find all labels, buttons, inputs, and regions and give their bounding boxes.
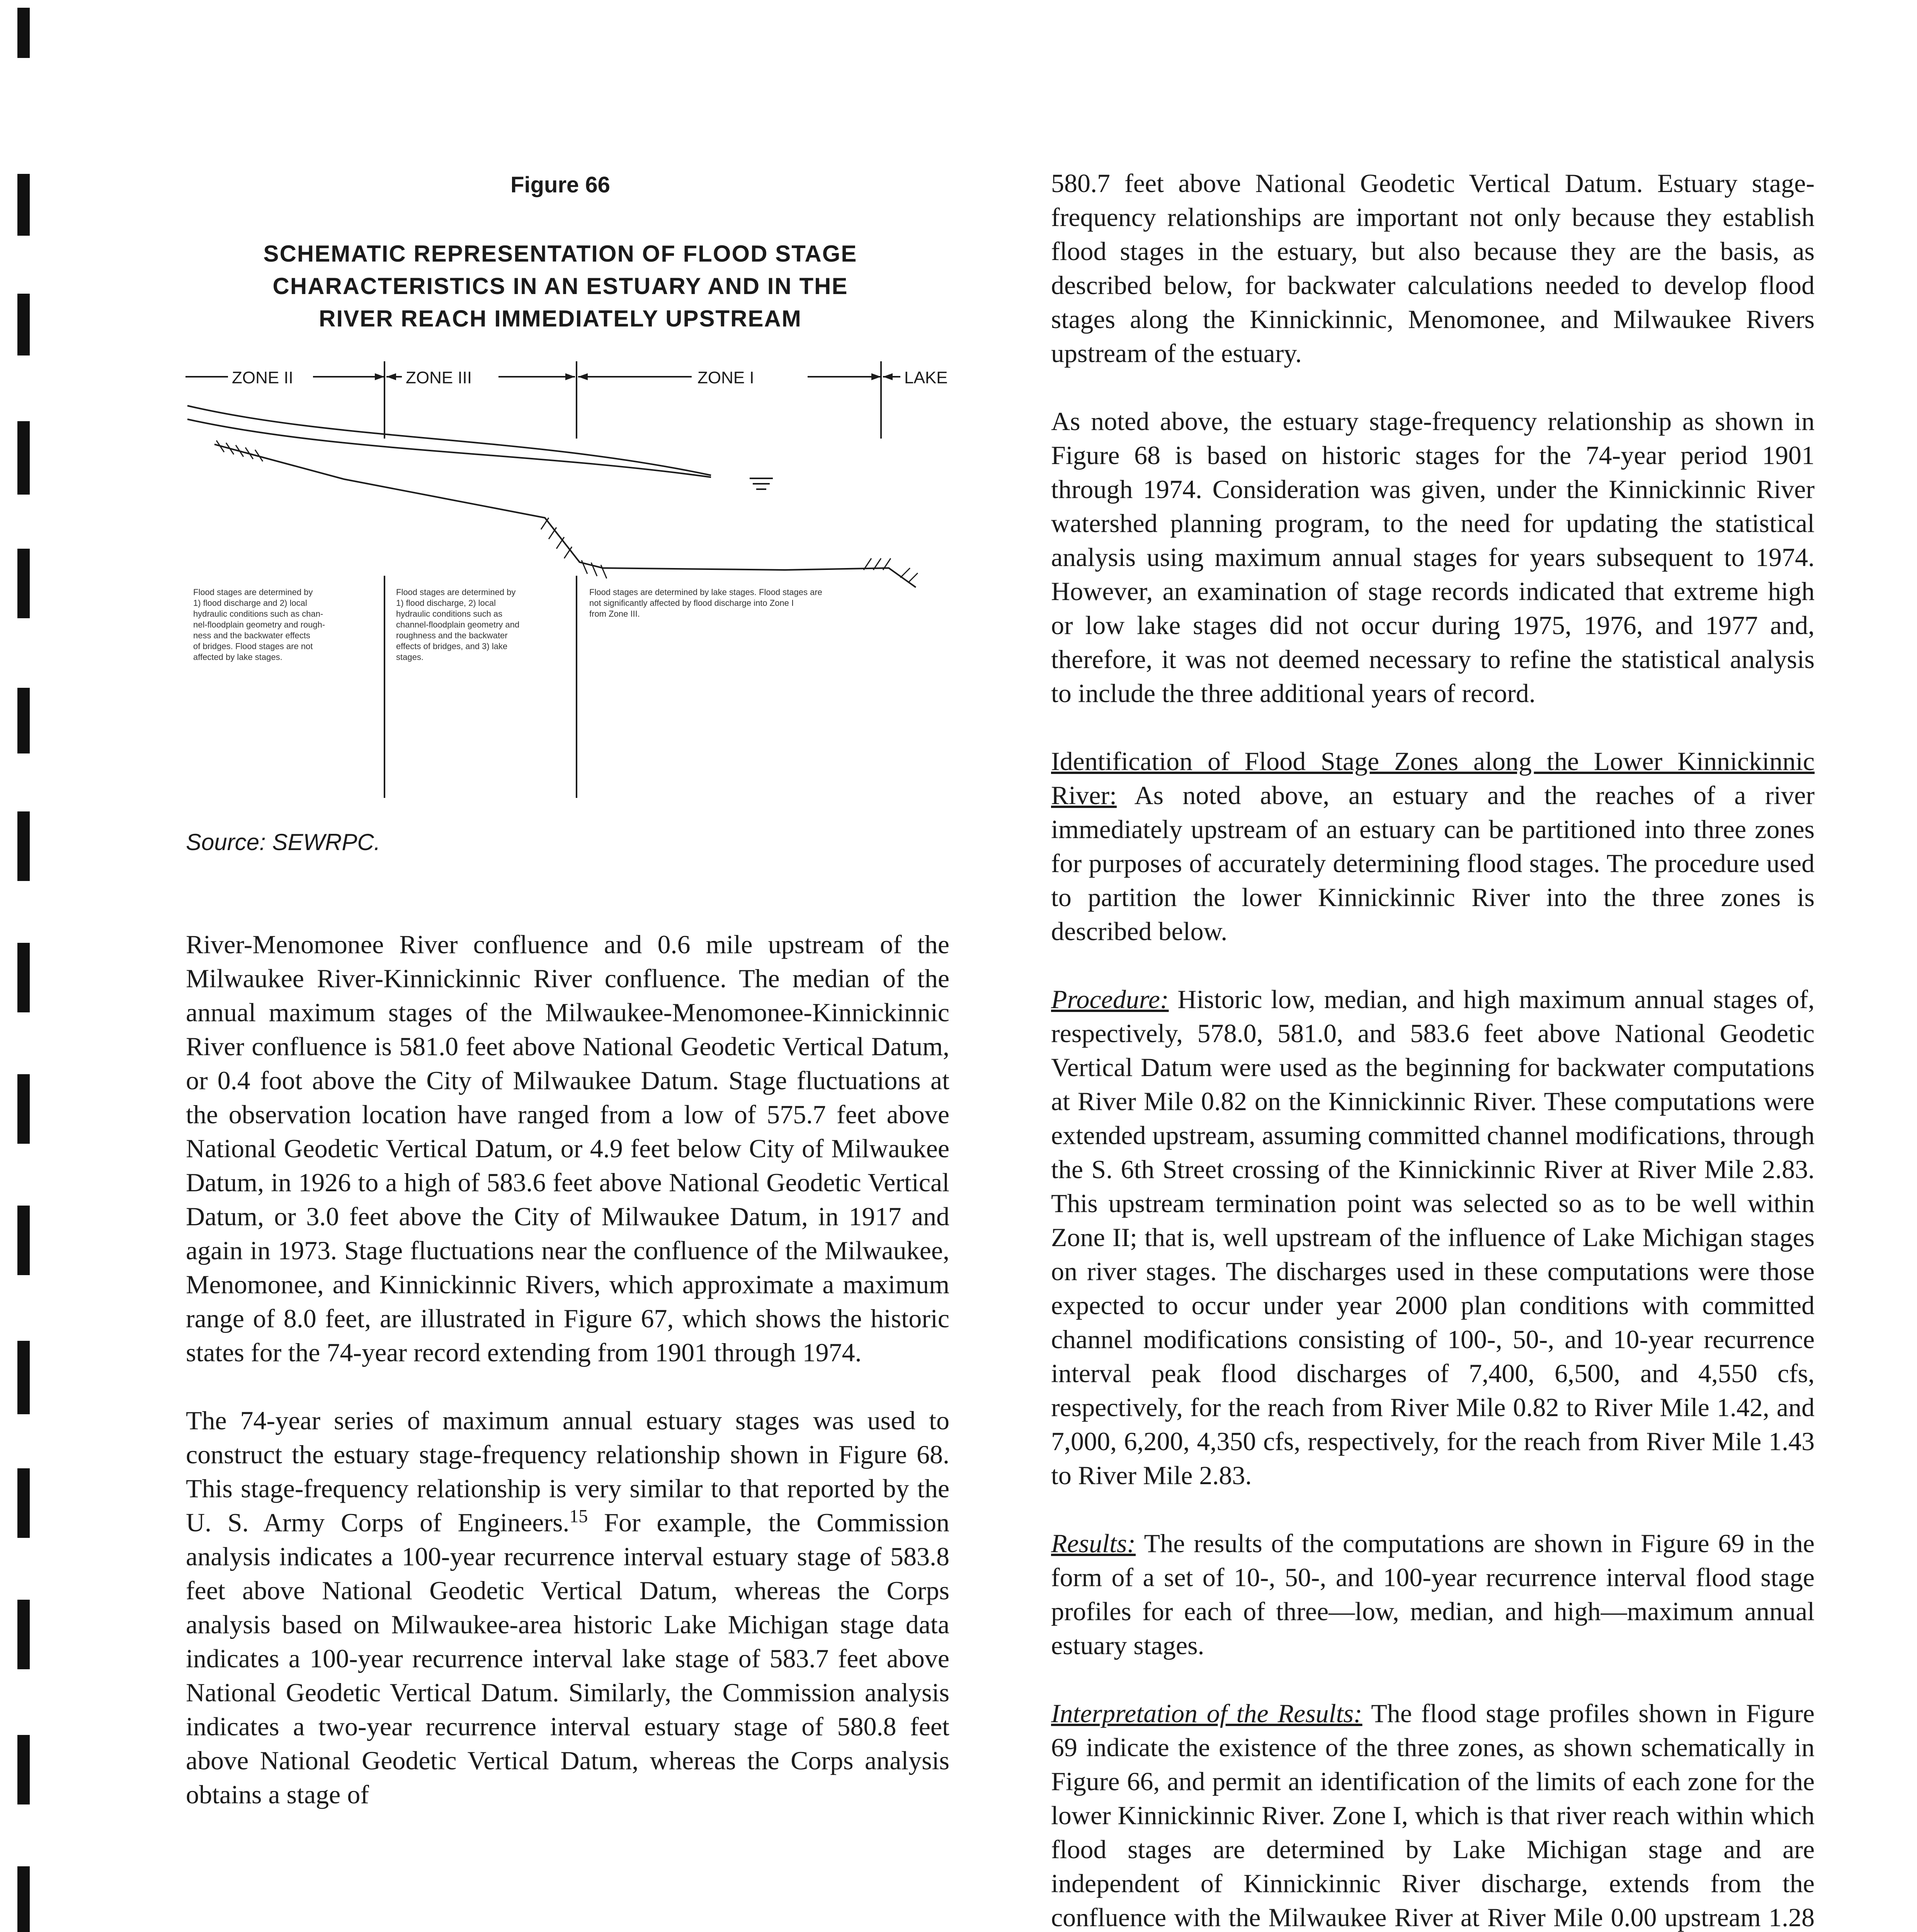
binder-mark	[17, 811, 30, 881]
zone-note-line: not significantly affected by flood discharge into Zone I	[589, 598, 794, 608]
section-heading: Procedure:	[1051, 985, 1169, 1014]
zone-note-line: roughness and the backwater	[396, 631, 508, 640]
flood-stage-zone-diagram	[182, 348, 962, 804]
paragraph: Procedure: Historic low, median, and high maximum annual stages of, respectively, 578.0, 581.0, and 583.6 feet above National Geodetic Vertical Datum were used as the beginning for backwater computations at River Mile 0.82 on the Kinnickinnic River. These computations were extended upstream, assuming committed channel modifications, through the S. 6th Street crossing of the Kinnickinnic River at River Mile 2.83. This upstream termination point was selected so as to be well within Zone II; that is, well upstream of the influence of Lake Michigan stages on river stages. The discharges used in these computations were those expected to occur under year 2000 plan conditions with committed channel modifications consisting of 100-, 50-, and 10-year recurrence interval peak flood discharges of 7,400, 6,500, and 4,550 cfs, respectively, for the reach from River Mile 0.82 to River Mile 1.42, and 7,000, 6,200, 4,350 cfs, respectively, for the reach from River Mile 1.43 to River Mile 2.83.	[1051, 985, 1815, 1490]
binder-mark	[17, 421, 30, 495]
figure-title	[216, 238, 904, 335]
figure-number: Figure 66	[510, 172, 610, 197]
zone-note-line: effects of bridges, and 3) lake	[396, 641, 508, 651]
binder-mark	[17, 943, 30, 1012]
zone-label: ZONE III	[406, 368, 472, 387]
paragraph: River-Menomonee River confluence and 0.6 mile upstream of the Milwaukee River-Kinnickinnic River confluence. The median of the annual maximum stages of the Milwaukee-Menomonee-Kinnickinnic River confluence is 581.0 feet above National Geodetic Vertical Datum, or 0.4 foot above the City of Milwaukee Datum. Stage fluctuations at the observation location have ranged from a low of 575.7 feet above National Geodetic Vertical Datum, or 4.9 feet below City of Milwaukee Datum, in 1926 to a high of 583.6 feet above National Geodetic Vertical Datum, or 3.0 feet above the City of Milwaukee Datum, in 1917 and again in 1973. Stage fluctuations near the confluence of the Milwaukee, Menomonee, and Kinnickinnic Rivers, which approximate a maximum range of 8.0 feet, are illustrated in Figure 67, which shows the historic states for the 74-year record extending from 1901 through 1974.	[186, 930, 949, 1367]
paragraph: Interpretation of the Results: The flood stage profiles shown in Figure 69 indicate the existence of the three zones, as shown schematically in Figure 66, and permit an identification of the limits of each zone for the lower Kinnickinnic River. Zone I, which is that river reach within which flood stages are determined by Lake Michigan stage and are independent of Kinnickinnic River discharge, extends from the confluence with the Milwaukee River at River Mile 0.00 upstream 1.28	[1051, 1699, 1815, 1932]
zone-note-line: stages.	[396, 652, 424, 662]
binder-mark	[17, 688, 30, 753]
zone-label: LAKE	[904, 368, 948, 387]
zone-note-line: Flood stages are determined by	[193, 587, 313, 597]
binder-mark	[17, 1074, 30, 1144]
paragraph: As noted above, the estuary stage-frequency relationship as shown in Figure 68 is based on historic stages for the 74-year period 1901 through 1974. Consideration was given, under the Kinnickinnic River watershed planning program, to the need for updating the statistical analysis using maximum annual stages for years subsequent to 1974. However, an examination of stage records indicated that extreme high or low lake stages did not occur during 1975, 1976, and 1977 and, therefore, it was not deemed necessary to refine the statistical analysis to include the three additional years of record.	[1051, 406, 1815, 708]
binder-mark	[17, 174, 30, 236]
binder-mark	[17, 8, 30, 58]
figure-title-line: CHARACTERISTICS IN AN ESTUARY AND IN THE	[272, 273, 848, 299]
zone-label: ZONE I	[697, 368, 754, 387]
zone-note-line: 1) flood discharge and 2) local	[193, 598, 307, 608]
binder-mark	[17, 1206, 30, 1275]
binder-mark	[17, 1341, 30, 1414]
paragraph: The 74-year series of maximum annual estuary stages was used to construct the estuary stage-frequency relationship shown in Figure 68. This stage-frequency relationship is very similar to that reported by the U. S. Army Corps of Engineers.$^{15}$ For example, the Commission analysis indicates a 100-year recurrence interval estuary stage of 583.8 feet above National Geodetic Vertical Datum, whereas the Corps analysis based on Milwaukee-area historic Lake Michigan stage data indicates a 100-year recurrence interval lake stage of 583.7 feet above National Geodetic Vertical Datum. Similarly, the Commission analysis indicates a two-year recurrence interval estuary stage of 580.8 feet above National Geodetic Vertical Datum, whereas the Corps analysis obtains a stage of	[186, 1406, 950, 1809]
left-column	[186, 927, 949, 1811]
figure-source: Source: SEWRPC.	[186, 829, 381, 855]
right-column	[1051, 166, 1815, 1932]
zone-note-line: ness and the backwater effects	[193, 631, 310, 640]
zone-note-line: channel-floodplain geometry and	[396, 620, 520, 629]
section-heading: Results:	[1051, 1529, 1136, 1558]
figure-title-line: SCHEMATIC REPRESENTATION OF FLOOD STAGE	[263, 241, 857, 267]
binder-mark	[17, 1735, 30, 1804]
figure-title-line: RIVER REACH IMMEDIATELY UPSTREAM	[319, 306, 802, 332]
zone-note-line: from Zone III.	[589, 609, 640, 619]
binder-mark	[17, 1600, 30, 1669]
paragraph: Results: The results of the computations are shown in Figure 69 in the form of a set of 10-, 50-, and 100-year recurrence interval flood stage profiles for each of three—low, median, and high—maximum annual estuary stages.	[1051, 1529, 1815, 1660]
binder-mark	[17, 294, 30, 355]
binder-mark	[17, 549, 30, 618]
zone-note-line: Flood stages are determined by lake stages. Flood stages are	[589, 587, 822, 597]
paragraph: 580.7 feet above National Geodetic Vertical Datum. Estuary stage-frequency relationships are important not only because they establish flood stages in the estuary, but also because they are the basis, as described below, for backwater calculations needed to develop flood stages along the Kinnickinnic, Menomonee, and Milwaukee Rivers upstream of the estuary.	[1051, 168, 1815, 368]
zone-note-line: affected by lake stages.	[193, 652, 282, 662]
zone-note-line: nel-floodplain geometry and rough-	[193, 620, 325, 629]
zone-note-line: Flood stages are determined by	[396, 587, 516, 597]
section-heading: Identification of Flood Stage Zones along the Lower Kinnickinnic River:	[1051, 747, 1815, 810]
section-heading: Interpretation of the Results:	[1051, 1699, 1362, 1728]
zone-note-line: hydraulic conditions such as	[396, 609, 503, 619]
zone-note-line: of bridges. Flood stages are not	[193, 641, 313, 651]
binder-mark	[17, 1866, 30, 1932]
zone-note-line: 1) flood discharge, 2) local	[396, 598, 496, 608]
zone-note-line: hydraulic conditions such as chan-	[193, 609, 323, 619]
zone-label: ZONE II	[232, 368, 293, 387]
paragraph: Identification of Flood Stage Zones along the Lower Kinnickinnic River: As noted above, an estuary and the reaches of a river immediately upstream of an estuary can be partitioned into three zones for purposes of accurately determining flood stages. The procedure used to partition the lower Kinnickinnic River into the three zones is described below.	[1051, 747, 1815, 946]
footnote-ref: 15	[569, 1506, 588, 1527]
binder-mark	[17, 1468, 30, 1538]
